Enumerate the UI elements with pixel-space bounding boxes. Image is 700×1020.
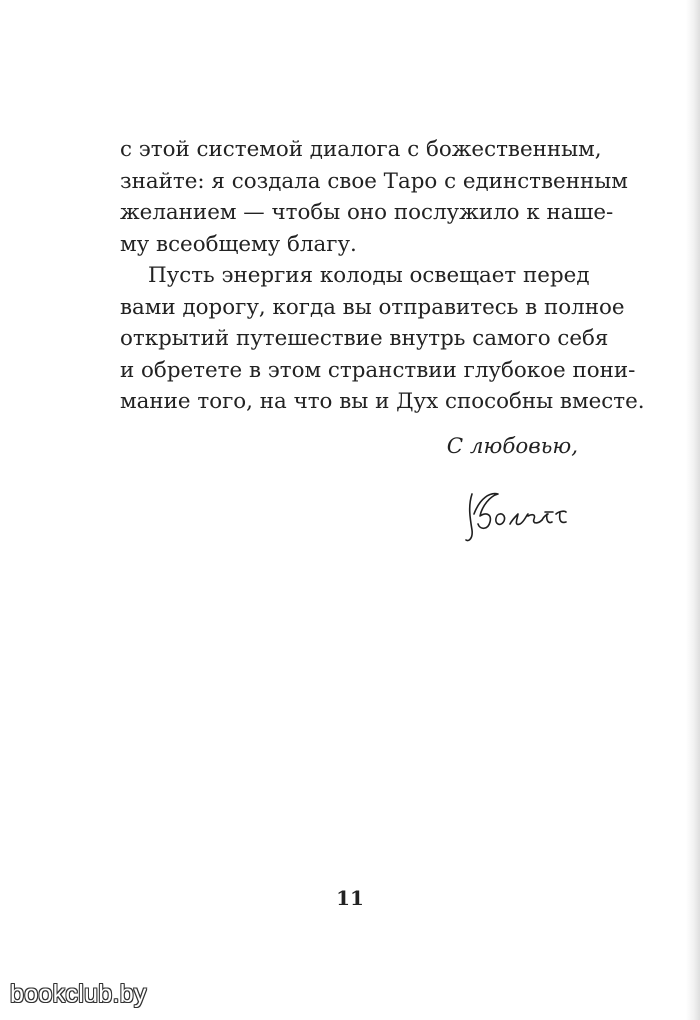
page-number: 11 (336, 886, 364, 910)
text-line: желанием — чтобы оно послужило к наше- (120, 200, 614, 225)
text-line: му всеобщему благу. (120, 231, 357, 257)
text-line: с этой системой диалога с божественным, (120, 137, 602, 162)
text-line: открытий путешествие внутрь самого себя (120, 326, 609, 351)
text-line: знайте: я создала свое Таро с единственным (120, 168, 628, 194)
text-line: вами дорогу, когда вы отправитесь в полное (120, 294, 625, 320)
watermark: bookclub.by (10, 980, 147, 1008)
body-text (120, 134, 645, 418)
page-edge-shadow (686, 0, 700, 1020)
signature (462, 486, 584, 546)
text-line: Пусть энергия колоды освещает перед (148, 263, 590, 288)
closing-salutation: С любовью, (446, 434, 578, 459)
text-line: мание того, на что вы и Дух способны вместе. (120, 389, 645, 414)
text-line: и обретете в этом странствии глубокое пони- (120, 357, 636, 383)
